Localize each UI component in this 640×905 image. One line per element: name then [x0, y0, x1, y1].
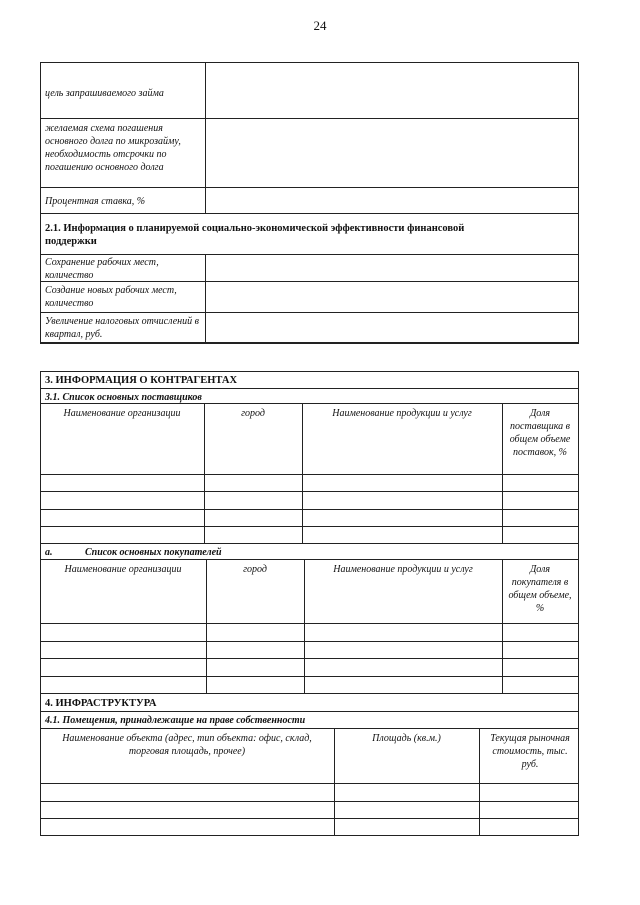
subsection-heading-2-1: 2.1. Информация о планируемой социально-экономической эффективности финансовой поддержки: [45, 223, 465, 247]
buyers-col-org: Наименование организации: [64, 564, 182, 575]
buyers-num: a.: [45, 547, 53, 558]
premises-title: 4.1. Помещения, принадлежащие на праве собственности: [45, 715, 306, 726]
section-4-title: 4. ИНФРАСТРУКТУРА: [45, 698, 157, 709]
premises-col-value: Текущая рыночная стоимость, тыс. руб.: [490, 733, 570, 770]
row-label-jobs-kept: Сохранение рабочих мест, количество: [45, 257, 159, 281]
suppliers-col-city: город: [241, 408, 265, 419]
row-label-repayment-scheme: желаемая схема погашения основного долга по микрозайму, необходимость отсрочки по погашению основного долга: [45, 123, 181, 173]
section-3-title: 3. ИНФОРМАЦИЯ О КОНТРАГЕНТАХ: [45, 375, 238, 386]
row-label-interest-rate: Процентная ставка, %: [45, 196, 146, 207]
suppliers-col-org: Наименование организации: [63, 408, 181, 419]
suppliers-col-products: Наименование продукции и услуг: [332, 408, 472, 419]
suppliers-col-share: Доля поставщика в общем объеме поставок, %: [509, 408, 571, 458]
buyers-col-products: Наименование продукции и услуг: [333, 564, 473, 575]
row-label-tax-increase: Увеличение налоговых отчислений в квартал, руб.: [45, 316, 199, 340]
premises-col-area: Площадь (кв.м.): [372, 733, 441, 744]
row-label-jobs-created: Создание новых рабочих мест, количество: [45, 285, 177, 309]
buyers-col-share: Доля покупателя в общем объеме, %: [508, 564, 572, 614]
premises-col-object: Наименование объекта (адрес, тип объекта: офис, склад, торговая площадь, прочее): [62, 733, 312, 757]
row-label-loan-purpose: цель запрашиваемого займа: [45, 88, 164, 99]
suppliers-title: 3.1. Список основных поставщиков: [45, 392, 202, 403]
buyers-title: Список основных покупателей: [85, 547, 222, 558]
page-number: 24: [313, 18, 327, 33]
buyers-col-city: город: [243, 564, 267, 575]
